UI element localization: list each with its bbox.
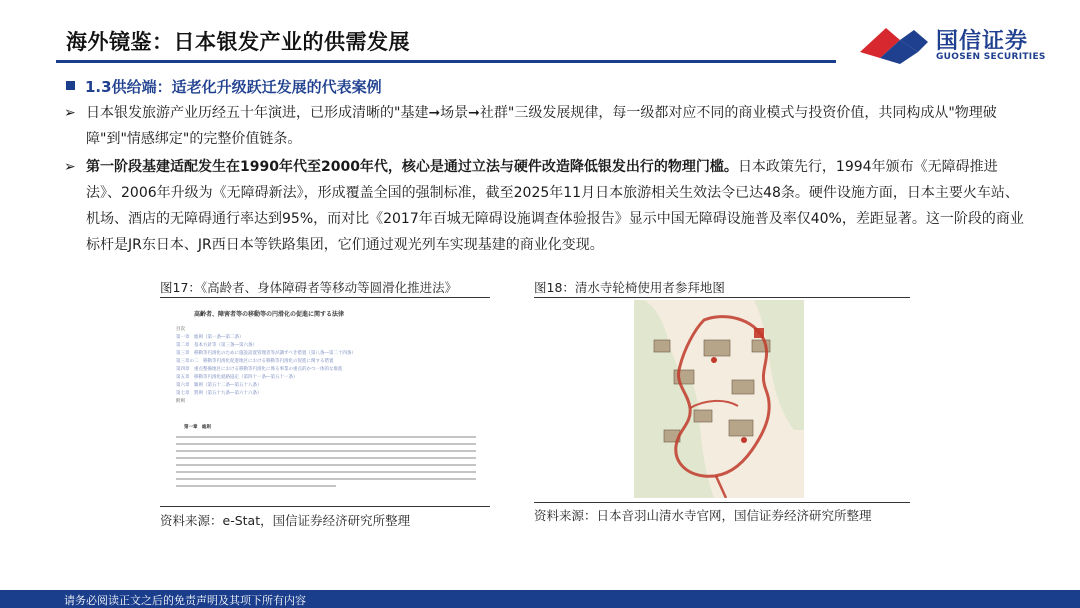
law-toc-line: 第一章 総則（第一条―第二条） bbox=[176, 335, 244, 340]
arrow-bullet-icon: ➢ bbox=[64, 105, 76, 121]
paragraph-2 bbox=[64, 154, 1024, 258]
paragraph-text: 日本银发旅游产业历经五十年演进，已形成清晰的"基建➞场景➞社群"三级发展规律，每一级都对应不同的商业模式与投资价值，共同构成从"物理破障"到"情感绑定"的完整价值链条。 bbox=[86, 105, 997, 147]
figure-17-caption-rule bbox=[160, 297, 490, 298]
logo-name-en: GUOSEN SECURITIES bbox=[936, 52, 1046, 62]
law-toc-line: 目次 bbox=[176, 327, 185, 332]
square-bullet-icon bbox=[66, 81, 75, 90]
law-toc-line: 第六章 雑則（第五十二条―第五十八条） bbox=[176, 383, 262, 388]
figure-18-source: 资料来源：日本音羽山清水寺官网，国信证券经济研究所整理 bbox=[534, 508, 872, 523]
paragraph-text bbox=[86, 154, 1024, 258]
footer-disclaimer: 请务必阅读正文之后的免责声明及其项下所有内容 bbox=[64, 594, 306, 607]
section-heading bbox=[66, 76, 382, 97]
header-divider bbox=[56, 60, 836, 63]
law-toc-line: 附則 bbox=[176, 399, 185, 404]
law-toc-line: 第四章 重点整備地区における移動等円滑化に係る事業の重点的かつ一体的な推進 bbox=[176, 367, 343, 372]
page-title: 海外镜鉴：日本银发产业的供需发展 bbox=[66, 30, 410, 54]
law-toc-line: 第七章 罰則（第五十九条―第六十六条） bbox=[176, 391, 262, 396]
figure-17-source: 资料来源：e-Stat，国信证券经济研究所整理 bbox=[160, 513, 411, 528]
law-toc-line: 第三章の二 移動等円滑化促進地区における移動等円滑化の促進に関する措置 bbox=[176, 359, 334, 364]
arrow-bullet-icon: ➢ bbox=[64, 159, 76, 175]
paragraph-body: 日本政策先行，1994年颁布《无障碍推进法》、2006年升级为《无障碍新法》，形成覆盖全国的强制标准，截至2025年11月日本旅游相关生效法令已达48条。硬件设施方面，日本主要火车站、机场、酒店的无障碍通行率达到95%，而对比《2017年百城无障碍设施调查体验报告》显示中国无障碍设施普及率仅40%，差距显著。这一阶段的商业标杆是JR东日本、JR西日本等铁路集团，它们通过观光列车实现基建的商业化变现。 bbox=[86, 159, 1024, 253]
section-label: 1.3供给端：适老化升级跃迁发展的代表案例 bbox=[85, 78, 382, 96]
paragraph-bold-lead: 第一阶段基建适配发生在1990年代至2000年代，核心是通过立法与硬件改造降低银发出行的物理门槛。 bbox=[86, 159, 738, 175]
law-chapter-heading: 第一章 総則 bbox=[184, 425, 211, 430]
figure-17-caption: 图17：《高龄者、身体障碍者等移动等圆滑化推进法》 bbox=[160, 280, 458, 295]
law-body-text-lines bbox=[176, 436, 486, 496]
paragraph-1 bbox=[64, 100, 1024, 152]
law-document-title: 高齢者、障害者等の移動等の円滑化の促進に関する法律 bbox=[194, 311, 345, 318]
law-toc-line: 第五章 移動等円滑化経路協定（第四十一条―第五十一条） bbox=[176, 375, 298, 380]
figure-18-caption: 图18：清水寺轮椅使用者参拜地图 bbox=[534, 280, 725, 295]
footer-bar bbox=[0, 590, 1080, 608]
kiyomizu-temple-wheelchair-map bbox=[634, 300, 804, 498]
logo-name-cn: 国信证券 bbox=[936, 29, 1029, 54]
figure-17-bottom-rule bbox=[160, 506, 490, 507]
law-toc-line: 第三章 移動等円滑化のために施設設置管理者等が講ずべき措置（第八条―第二十四条） bbox=[176, 351, 356, 356]
figure-18-caption-rule bbox=[534, 297, 910, 298]
law-toc-line: 第二章 基本方針等（第三条―第六条） bbox=[176, 343, 257, 348]
figure-18-bottom-rule bbox=[534, 502, 910, 503]
